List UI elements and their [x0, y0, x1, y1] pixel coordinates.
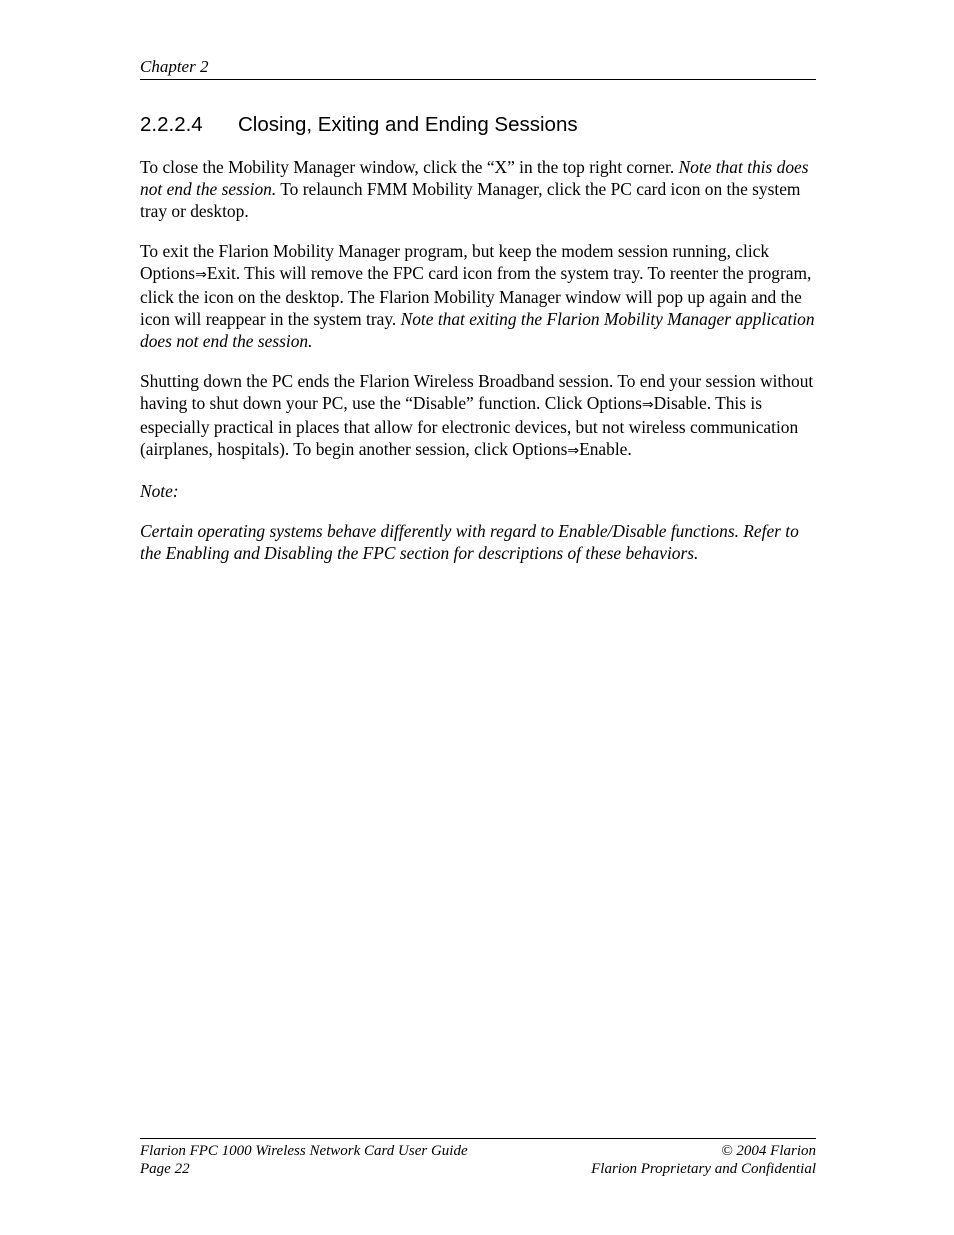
paragraph-note-italic: Note that exiting the Flarion Mobility Manager application does not end the session.: [140, 309, 815, 351]
paragraph-text: To exit the Flarion Mobility Manager program, but keep the modem session running, click Options: [140, 241, 770, 283]
paragraph-exit-program: [140, 240, 820, 352]
paragraph-text: Shutting down the PC ends the Flarion Wireless Broadband session. To end your session without having to shut down your PC, use the “Disable” function. Click Options: [140, 371, 814, 413]
footer-row-1: [140, 1142, 816, 1160]
menu-arrow-icon: ⇒: [195, 267, 207, 283]
paragraph-end-session: [140, 370, 820, 462]
copyright-notice: © 2004 Flarion: [721, 1143, 816, 1159]
paragraph-text: To relaunch FMM Mobility Manager, click the PC card icon on the system tray or desktop.: [140, 179, 801, 221]
note-text: Certain operating systems behave differently with regard to Enable/Disable functions. Refer to the Enabling and Disabling the FPC section for descriptions of these behaviors.: [140, 521, 799, 563]
menu-arrow-icon: ⇒: [641, 397, 654, 413]
paragraph-text: To close the Mobility Manager window, click the “X” in the top right corner.: [140, 157, 679, 177]
section-heading: [140, 112, 820, 138]
paragraph-text: Exit. This will remove the FPC card icon from the system tray. To reenter the program, click the icon on the desktop. The Flarion Mobility Manager window will pop up again and the icon will reappear in the system tray.: [140, 263, 812, 329]
body-text: [140, 156, 820, 582]
footer-row-2: [140, 1160, 816, 1178]
menu-arrow-icon: ⇒: [567, 443, 580, 459]
paragraph-note-italic: Note that this does not end the session.: [140, 157, 809, 199]
paragraph-text: Enable.: [579, 439, 632, 459]
page-number: Page 22: [140, 1161, 190, 1177]
guide-title: Flarion FPC 1000 Wireless Network Card User Guide: [140, 1143, 468, 1159]
page-header: [140, 56, 816, 80]
paragraph-text: Disable. This is especially practical in places that allow for electronic devices, but not wireless communication (airplanes, hospitals). To begin another session, click Options: [140, 393, 799, 459]
paragraph-close-window: [140, 156, 820, 222]
section-title: Closing, Exiting and Ending Sessions: [238, 113, 578, 136]
section-number: 2.2.2.4: [140, 113, 203, 136]
page-footer: [140, 1138, 816, 1178]
chapter-label: Chapter 2: [140, 57, 209, 76]
note-label: Note:: [140, 481, 179, 501]
confidential-notice: Flarion Proprietary and Confidential: [591, 1161, 816, 1177]
